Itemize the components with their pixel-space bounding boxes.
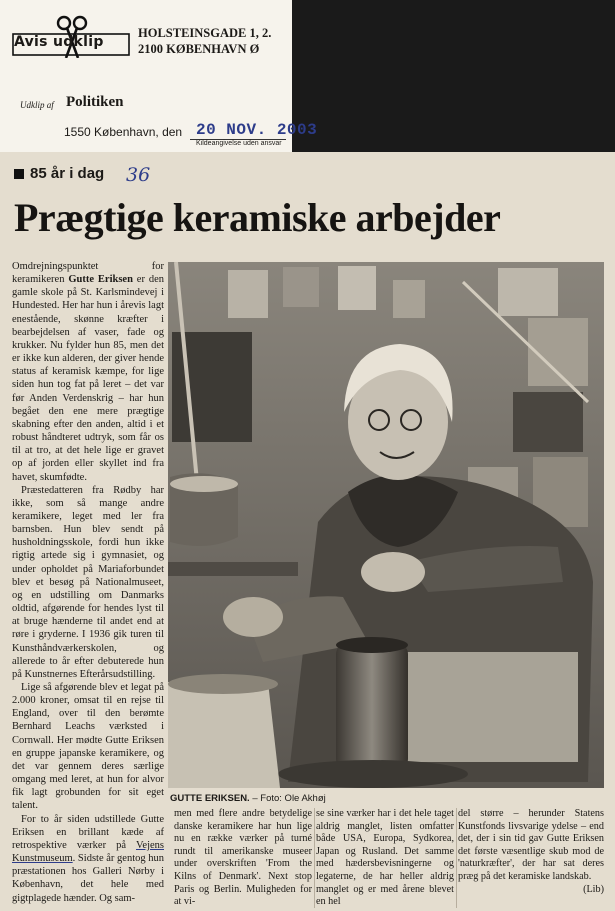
author-signature: (Lib) bbox=[583, 883, 604, 895]
kicker-square-icon bbox=[14, 169, 24, 179]
column-4-text: del større – herunder Statens Kunstfonds livsvarige ydelse – end det, der i sin tid gav Gutte Eriksen det første væsentlige skub mod de 'naturkræfter', der har sat deres præg på det keramiske landskab. bbox=[458, 808, 604, 882]
paragraph-3: Lige så afgørende blev et legat på 2.000 kroner, omsat til en rejse til England, over til den berømte Bernhard Leachs værksted i Cornwall. Her mødte Gutte Eriksen en gruppe japanske keramikere, og det var gennem deres særlige omgang med leret, at hun for alvor fik lagt grobunden for sit eget talent. bbox=[12, 682, 164, 812]
address-line-2: 2100 KØBENHAVN Ø bbox=[138, 42, 260, 56]
article-column-2: men med flere andre betydelige danske keramikere har hun lige nu en række værker på turné rundt til amerikanske museer under overskriften 'From the Kilns of Denmark'. Next stop Paris og Berlin. Muligheden for at vi- bbox=[174, 808, 312, 908]
article-headline: Prægtige keramiske arbejder bbox=[14, 195, 501, 240]
photo-caption bbox=[170, 793, 326, 804]
caption-credit: – Foto: Ole Akhøj bbox=[252, 793, 326, 804]
subject-name: Gutte Eriksen bbox=[68, 274, 133, 286]
handwritten-note: 36 bbox=[126, 164, 151, 186]
paragraph-4: For to år siden udstillede Gutte Eriksen en brillant kæde af retrospektive værker på Vejens Kunstmuseum. Sidste år gentog hun præstationen hos Galleri Nørby i København, det hele med gigtplagede hænder. Og sam- bbox=[12, 813, 164, 904]
column-rule bbox=[314, 808, 315, 908]
article-column-3: se sine værker har i det hele taget aldrig manglet, listen omfatter både USA, Europa, Sydkorea, Japan og Rusland. Det samme med hædersbevisningerne og legaterne, de har heller aldrig manglet og er med årene blevet en hel bbox=[316, 808, 454, 908]
source-disclaimer: Kildeangivelse uden ansvar bbox=[196, 140, 282, 147]
date-stamp: 20 NOV. 2003 bbox=[196, 121, 318, 139]
clipped-from-label: Udklip af bbox=[20, 100, 54, 110]
portrait-photo bbox=[168, 262, 604, 788]
city-date-prefix: 1550 København, den bbox=[64, 125, 183, 139]
column-rule bbox=[456, 808, 457, 908]
caption-name: GUTTE ERIKSEN. bbox=[170, 793, 250, 804]
black-scan-border bbox=[292, 0, 615, 152]
newspaper-name: Politiken bbox=[66, 94, 124, 110]
logo-wordmark: Avis udklip bbox=[14, 34, 104, 50]
address-line-1: HOLSTEINSGADE 1, 2. bbox=[138, 26, 272, 40]
museum-name: Vejens Kunstmuseum bbox=[12, 839, 164, 865]
article-left-column bbox=[12, 260, 164, 905]
article-column-4 bbox=[458, 808, 604, 896]
paragraph-1: Omdrejningspunktet for keramikeren Gutte Eriksen er den gamle skole på St. Karlsmindevej i Hundested. Her har hun i årevis lagt enestående, skønne kræfter i bearbejdelsen af vaser, fade og krukker. Nu fylder hun 85, men det er ikke kun alderen, der giver hende status af keramisk kæmpe, for lige siden hun tog fat på leret – det var før Anden Verdenskrig – har hun begået den ene mere prægtige skabning efter den anden, altid i et robust håndteret udtryk, som får os til at tro, at det hele lige er gravet op af jorden eller skyllet ind fra havet, skumfødte. bbox=[12, 261, 164, 483]
kicker-text: 85 år i dag bbox=[30, 165, 105, 182]
photo-illustration bbox=[168, 262, 604, 788]
paragraph-2: Præstedatteren fra Rødby har ikke, som så mange andre keramikere, leget med ler fra barnsben. Hun blev sendt på husholdningsskole, fordi hun ikke rigtig artede sig i gymnasiet, og under opholdet på Mariaforbundet blev et besøg på Nationalmuseet, og en udstilling om Danmarks oldtid, afgørende for hendes lyst til at bruge hænderne til andet end at røre i gryderne. I 1936 gik turen til Kunsthåndværkerskolen, og allerede to år efter debuterede hun på Kunstnernes Efterårsudstilling. bbox=[12, 484, 164, 680]
section-kicker bbox=[14, 165, 104, 182]
